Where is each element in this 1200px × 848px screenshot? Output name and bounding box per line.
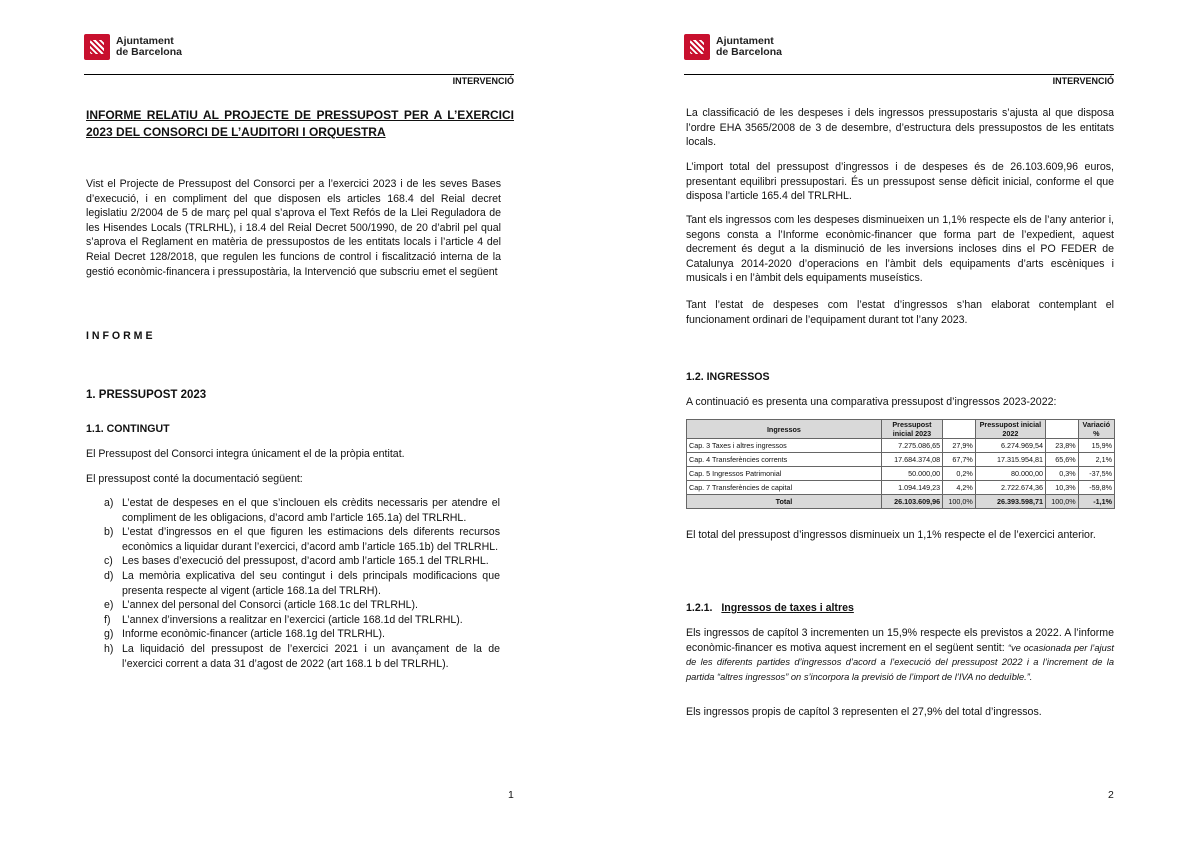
ingressos-table [686, 419, 1115, 509]
table-total-row: Total 26.103.609,96 100,0% 26.393.598,71 100,0% -1,1% [687, 495, 1115, 509]
logo-line-2: de Barcelona [116, 46, 182, 58]
comparativa-paragraph: A continuació es presenta una comparativa pressupost d’ingressos 2023-2022: [686, 396, 1057, 408]
table-row: Cap. 4 Transferències corrents 17.684.374,08 67,7% 17.315.954,81 65,6% 2,1% [687, 453, 1115, 467]
list-item: f) L’annex d’inversions a realitzar en l’exercici (article 168.1d del TRLRHL). [104, 613, 463, 626]
capitol-3-paragraph: Els ingressos de capítol 3 incrementen un 15,9% respecte els previstos a 2022. A l’informe econòmic-financer es motiva aquest increment en el següent sentit: “ve ocasionada per l’ajust de les diferents partides d’ingressos d’acord a l’execució del pressupost 2022 i a l’increment de la partida “altres ingressos” on s’incorpora la previsió de l’import de l’IVA no deduïble.”. [686, 627, 1114, 682]
total-ingressos-paragraph: El total del pressupost d’ingressos disminueix un 1,1% respecte el de l’exercici anterior. [686, 529, 1096, 541]
list-item: c) Les bases d’execució del pressupost, d’acord amb l’article 165.1 del TRLRHL. [104, 555, 489, 568]
table-row: Cap. 5 Ingressos Patrimonial 50.000,00 0,2% 80.000,00 0,3% -37,5% [687, 467, 1115, 481]
informe-heading: I N F O R M E [86, 330, 153, 342]
header-rule [84, 74, 514, 75]
list-item: h) La liquidació del pressupost de l’exercici 2021 i un avançament de la de l’exercici corrent a data 31 d’agost de 2022 (art 168.1 b del TRLRHL). [104, 642, 500, 670]
ajuntament-logo [84, 34, 182, 60]
barcelona-seal-icon [84, 34, 110, 60]
documentation-list [100, 496, 500, 671]
report-title: INFORME RELATIU AL PROJECTE DE PRESSUPOST PER A L’EXERCICI 2023 DEL CONSORCI DE L’AUDITORI I ORQUESTRA [86, 108, 514, 139]
header-rule [684, 74, 1114, 75]
table-row: Cap. 7 Transferències de capital 1.094.149,23 4,2% 2.722.674,36 10,3% -59,8% [687, 481, 1115, 495]
list-item: e) L’annex del personal del Consorci (article 168.1c del TRLRHL). [104, 599, 418, 612]
col-header-2023: Pressupost inicial 2023 [881, 420, 942, 439]
table-row: Cap. 3 Taxes i altres ingressos 7.275.086,65 27,9% 6.274.969,54 23,8% 15,9% [687, 439, 1115, 453]
list-item: a) L’estat de despeses en el que s’inclouen els crèdits necessaris per atendre el compliment de les obligacions, d’acord amb l’article 165.1a) del TRLRHL. [104, 497, 500, 524]
logo-line-1: Ajuntament [116, 35, 174, 47]
disminucio-paragraph: Tant els ingressos com les despeses disminueixen un 1,1% respecte els de l’any anterior i, segons consta a l’Informe econòmic-financer que forma part de l’expedient, aquest decrement és degut a la disminució de les inversions incloses dins el PO FEDER de Catalunya 2014-2020 d’operacions en l’àmbit dels equipaments d’arts escèniques i musicals i en l’àmbit dels equipaments museístics. [686, 214, 1114, 285]
section-1-heading: 1. PRESSUPOST 2023 [86, 389, 207, 401]
col-header-variacio: Variació % [1078, 420, 1114, 439]
header-unit: INTERVENCIÓ [1052, 76, 1114, 86]
ajuntament-logo [684, 34, 782, 60]
page-number: 1 [508, 789, 514, 801]
page-2 [600, 0, 1200, 848]
documentacio-paragraph: El pressupost conté la documentació següent: [86, 473, 303, 485]
list-item: g) Informe econòmic-financer (article 168.1g del TRLRHL). [104, 628, 385, 641]
table-header-row [687, 420, 1115, 439]
list-item: d) La memòria explicativa del seu contingut i dels principals modificacions que presenta respecte al vigent (article 168.1a del TRLRH). [104, 569, 500, 597]
col-header-2022: Pressupost inicial 2022 [975, 420, 1045, 439]
list-item: b) L’estat d’ingressos en el que figuren les estimacions dels diferents recursos econòmics a liquidar durant l’exercici, d’acord amb l’article 165.1b) del TRLRHL. [104, 526, 500, 553]
section-1-2-1-heading: 1.2.1. Ingressos de taxes i altres [686, 602, 854, 614]
section-1-2-heading: 1.2. INGRESSOS [686, 371, 770, 383]
estat-paragraph: Tant l’estat de despeses com l’estat d’ingressos s’han elaborat contemplant el funcionament ordinari de l’equipament durant tot l’any 2023. [686, 299, 1114, 326]
section-1-1-heading: 1.1. CONTINGUT [86, 423, 170, 435]
logo-line-1: Ajuntament [716, 35, 774, 47]
header-unit: INTERVENCIÓ [452, 76, 514, 86]
classificacio-paragraph: La classificació de les despeses i dels ingressos pressupostaris s’ajusta al que disposa l’ordre EHA 3565/2008 de 3 de desembre, d’estructura dels pressupostos de les entitats locals. [686, 107, 1114, 149]
integra-paragraph: El Pressupost del Consorci integra únicament el de la pròpia entitat. [86, 448, 405, 460]
page-number: 2 [1108, 789, 1114, 801]
ingressos-propis-paragraph: Els ingressos propis de capítol 3 representen el 27,9% del total d’ingressos. [686, 706, 1042, 718]
intro-paragraph: Vist el Projecte de Pressupost del Consorci per a l’exercici 2023 i de les seves Bases d’execució, i en compliment del que disposen els articles 168.4 del Reial decret legislatiu 2/2004 de 5 de març pel qual s’aprova el Text Refós de la Llei Reguladora de les Hisendes Locals (TRLRHL), i 18.4 del Reial Decret 500/1990, de 20 d’abril pel qual s’aprova el Reglament en matèria de pressupostos de les entitats locals i l’article 4 del Reial Decret 128/2018, que regulen les funcions de control i fiscalització interna de la gestió econòmic-financera i pressupostària, la Intervenció que subscriu emet el següent [86, 178, 501, 278]
logo-line-2: de Barcelona [716, 46, 782, 58]
col-header-ingressos: Ingressos [687, 420, 882, 439]
import-total-paragraph: L’import total del pressupost d’ingressos i de despeses és de 26.103.609,96 euros, presentant equilibri pressupostari. És un pressupost sense dèficit inicial, conforme el que disposa l’article 165.4 del TRLRHL. [686, 161, 1114, 203]
barcelona-seal-icon [684, 34, 710, 60]
